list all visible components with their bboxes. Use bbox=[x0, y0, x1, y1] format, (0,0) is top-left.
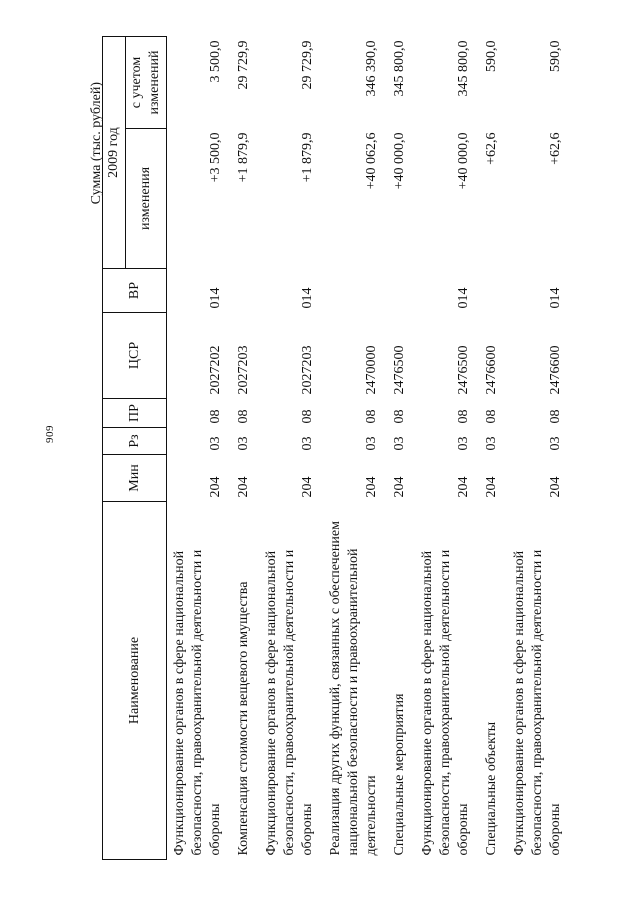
row-vr bbox=[231, 269, 259, 313]
row-csr: 2027203 bbox=[236, 345, 251, 395]
row-change: +62,6 bbox=[548, 132, 563, 165]
rotated-page-content bbox=[88, 10, 640, 860]
row-rz: 03 bbox=[548, 436, 563, 451]
row-rz: 03 bbox=[392, 436, 407, 451]
page-number: 909 bbox=[44, 425, 56, 443]
table-row bbox=[259, 37, 323, 860]
table-row bbox=[507, 37, 571, 860]
row-min: 204 bbox=[456, 476, 471, 498]
table-row bbox=[387, 37, 415, 860]
row-csr: 2027203 bbox=[300, 345, 315, 395]
row-pr: 08 bbox=[484, 409, 499, 424]
row-pr: 08 bbox=[392, 409, 407, 424]
row-rz: 03 bbox=[456, 436, 471, 451]
row-total: 590,0 bbox=[484, 40, 499, 72]
row-vr: 014 bbox=[456, 287, 471, 309]
row-change: +3 500,0 bbox=[208, 132, 223, 183]
header-with-changes: с учетом изменений bbox=[126, 37, 167, 129]
row-rz: 03 bbox=[236, 436, 251, 451]
row-name: Специальные объекты bbox=[484, 721, 499, 856]
header-pr: ПР bbox=[103, 399, 167, 428]
row-name: Реализация других функций, связанных с обеспечением национальной безопасности и правоохранительной деятельности bbox=[328, 521, 379, 856]
row-min: 204 bbox=[484, 476, 499, 498]
header-name: Наименование bbox=[103, 502, 167, 860]
row-change: +40 000,0 bbox=[456, 132, 471, 190]
table-row bbox=[167, 37, 232, 860]
row-name: Функционирование органов в сфере национальной безопасности, правоохранительной деятельности и обороны bbox=[512, 549, 563, 856]
row-rz: 03 bbox=[484, 436, 499, 451]
row-csr: 2476500 bbox=[456, 345, 471, 395]
row-rz: 03 bbox=[300, 436, 315, 451]
row-vr bbox=[323, 269, 387, 313]
row-vr: 014 bbox=[208, 287, 223, 309]
table-header bbox=[103, 37, 167, 860]
header-rz: Рз bbox=[103, 428, 167, 455]
row-change: +40 000,0 bbox=[392, 132, 407, 190]
row-name: Функционирование органов в сфере национальной безопасности, правоохранительной деятельности и обороны bbox=[420, 549, 471, 856]
row-vr: 014 bbox=[300, 287, 315, 309]
row-total: 29 729,9 bbox=[300, 40, 315, 90]
row-total: 29 729,9 bbox=[236, 40, 251, 90]
row-rz: 03 bbox=[208, 436, 223, 451]
row-min: 204 bbox=[208, 476, 223, 498]
row-min: 204 bbox=[548, 476, 563, 498]
row-pr: 08 bbox=[456, 409, 471, 424]
row-vr bbox=[387, 269, 415, 313]
row-name: Специальные мероприятия bbox=[392, 693, 407, 856]
row-csr: 2027202 bbox=[208, 345, 223, 395]
row-total: 345 800,0 bbox=[392, 40, 407, 97]
header-vr: ВР bbox=[103, 269, 167, 313]
row-pr: 08 bbox=[548, 409, 563, 424]
row-csr: 2476500 bbox=[392, 345, 407, 395]
row-name: Компенсация стоимости вещевого имущества bbox=[236, 581, 251, 856]
row-csr: 2476600 bbox=[484, 345, 499, 395]
row-min: 204 bbox=[236, 476, 251, 498]
row-pr: 08 bbox=[236, 409, 251, 424]
row-csr: 2476600 bbox=[548, 345, 563, 395]
row-change: +1 879,9 bbox=[300, 132, 315, 183]
row-name: Функционирование органов в сфере национальной безопасности, правоохранительной деятельности и обороны bbox=[264, 549, 315, 856]
row-min: 204 bbox=[392, 476, 407, 498]
row-total: 3 500,0 bbox=[208, 40, 223, 83]
table-row bbox=[479, 37, 507, 860]
row-pr: 08 bbox=[300, 409, 315, 424]
header-csr: ЦСР bbox=[103, 313, 167, 399]
row-change: +62,6 bbox=[484, 132, 499, 165]
row-csr: 2470000 bbox=[364, 345, 379, 395]
table-row bbox=[231, 37, 259, 860]
sum-caption: Сумма (тыс. рублей) bbox=[89, 82, 104, 205]
row-change: +1 879,9 bbox=[236, 132, 251, 183]
row-vr bbox=[479, 269, 507, 313]
table-row bbox=[415, 37, 479, 860]
row-pr: 08 bbox=[364, 409, 379, 424]
row-min: 204 bbox=[300, 476, 315, 498]
row-name: Функционирование органов в сфере национальной безопасности, правоохранительной деятельности и обороны bbox=[172, 549, 223, 856]
header-min: Мин bbox=[103, 455, 167, 502]
header-changes: изменения bbox=[126, 129, 167, 269]
row-rz: 03 bbox=[364, 436, 379, 451]
budget-table bbox=[102, 36, 571, 860]
table-body bbox=[167, 37, 572, 860]
row-total: 590,0 bbox=[548, 40, 563, 72]
row-total: 345 800,0 bbox=[456, 40, 471, 97]
table-row bbox=[323, 37, 387, 860]
row-total: 346 390,0 bbox=[364, 40, 379, 97]
row-pr: 08 bbox=[208, 409, 223, 424]
row-change: +40 062,6 bbox=[364, 132, 379, 190]
header-year: 2009 год bbox=[103, 37, 126, 269]
row-min: 204 bbox=[364, 476, 379, 498]
row-vr: 014 bbox=[548, 287, 563, 309]
